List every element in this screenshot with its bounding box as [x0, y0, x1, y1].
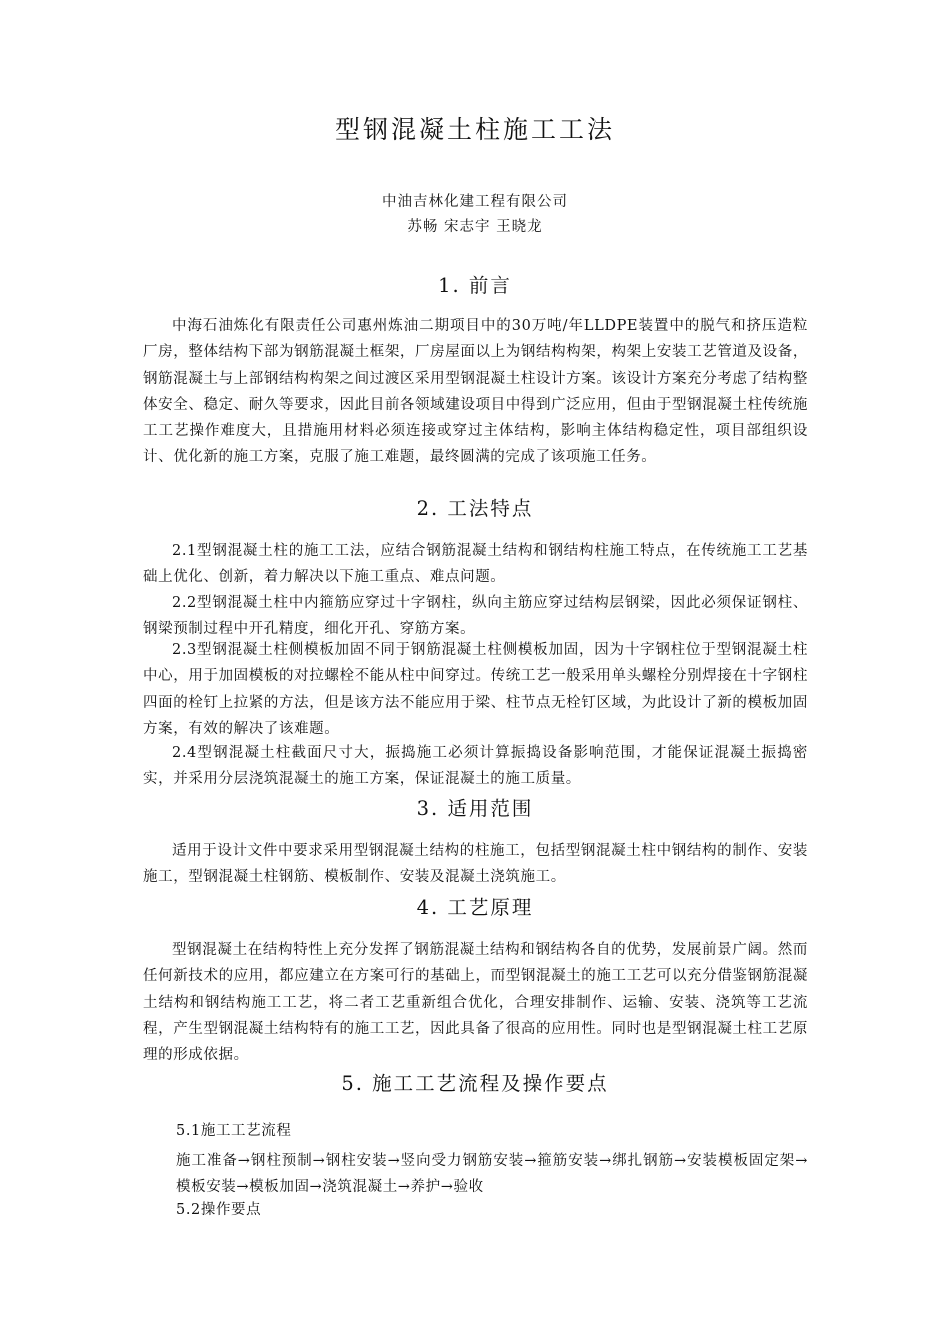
section-heading-features: 2. 工法特点	[416, 497, 534, 520]
paragraph-feature-2-3: 2.3型钢混凝土柱侧模板加固不同于钢筋混凝土柱侧模板加固，因为十字钢柱位于型钢混凝土柱中心，用于加固模板的对拉螺栓不能从柱中间穿过。传统工艺一般采用单头螺栓分别焊接在十字钢柱四面的栓钉上拉紧的方法，但是该方法不能应用于梁、柱节点无栓钉区域，为此设计了新的模板加固方案，有效的解决了该难题。	[143, 642, 808, 737]
paragraph-feature-2-4: 2.4型钢混凝土柱截面尺寸大，振捣施工必须计算振捣设备影响范围，才能保证混凝土振捣密实，并采用分层浇筑混凝土的施工方案，保证混凝土的施工质量。	[143, 745, 808, 788]
paragraph-scope: 适用于设计文件中要求采用型钢混凝土结构的柱施工，包括型钢混凝土柱中钢结构的制作、安装施工，型钢混凝土柱钢筋、模板制作、安装及混凝土浇筑施工。	[143, 843, 808, 886]
subsection-label-process-flow: 5.1施工工艺流程	[176, 1123, 292, 1139]
paragraph-feature-2-1: 2.1型钢混凝土柱的施工工法，应结合钢筋混凝土结构和钢结构柱施工特点，在传统施工工艺基础上优化、创新，着力解决以下施工重点、难点问题。	[143, 543, 808, 586]
process-flow-text: 施工准备→钢柱预制→钢柱安装→竖向受力钢筋安装→箍筋安装→绑扎钢筋→安装模板固定架→模板安装→模板加固→浇筑混凝土→养护→验收	[176, 1153, 808, 1196]
paragraph-feature-2-2: 2.2型钢混凝土柱中内箍筋应穿过十字钢柱，纵向主筋应穿过结构层钢梁，因此必须保证钢柱、钢梁预制过程中开孔精度，细化开孔、穿筋方案。	[143, 595, 808, 638]
author-organization: 中油吉林化建工程有限公司	[382, 194, 568, 210]
paragraph-introduction: 中海石油炼化有限责任公司惠州炼油二期项目中的30万吨/年LLDPE装置中的脱气和挤压造粒厂房，整体结构下部为钢筋混凝土框架，厂房屋面以上为钢结构构架，构架上安装工艺管道及设备，钢筋混凝土与上部钢结构构架之间过渡区采用型钢混凝土柱设计方案。该设计方案充分考虑了结构整体安全、稳定、耐久等要求，因此目前各领域建设项目中得到广泛应用，但由于型钢混凝土柱传统施工工艺操作难度大，且措施用材料必须连接或穿过主体结构，影响主体结构稳定性，项目部组织设计、优化新的施工方案，克服了施工难题，最终圆满的完成了该项施工任务。	[143, 318, 808, 466]
section-heading-scope: 3. 适用范围	[416, 797, 534, 820]
section-heading-process: 5. 施工工艺流程及操作要点	[341, 1072, 609, 1095]
subsection-label-operation-points: 5.2操作要点	[176, 1202, 262, 1218]
author-names: 苏畅 宋志宇 王晓龙	[407, 219, 543, 235]
document-title: 型钢混凝土柱施工工法	[334, 115, 615, 144]
section-heading-principle: 4. 工艺原理	[416, 896, 534, 919]
paragraph-principle: 型钢混凝土在结构特性上充分发挥了钢筋混凝土结构和钢结构各自的优势，发展前景广阔。然而任何新技术的应用，都应建立在方案可行的基础上，而型钢混凝土的施工工艺可以充分借鉴钢筋混凝土结构和钢结构施工工艺，将二者工艺重新组合优化，合理安排制作、运输、安装、浇筑等工艺流程，产生型钢混凝土结构特有的施工工艺，因此具备了很高的应用性。同时也是型钢混凝土柱工艺原理的形成依据。	[143, 942, 808, 1064]
section-heading-introduction: 1. 前言	[438, 274, 512, 297]
